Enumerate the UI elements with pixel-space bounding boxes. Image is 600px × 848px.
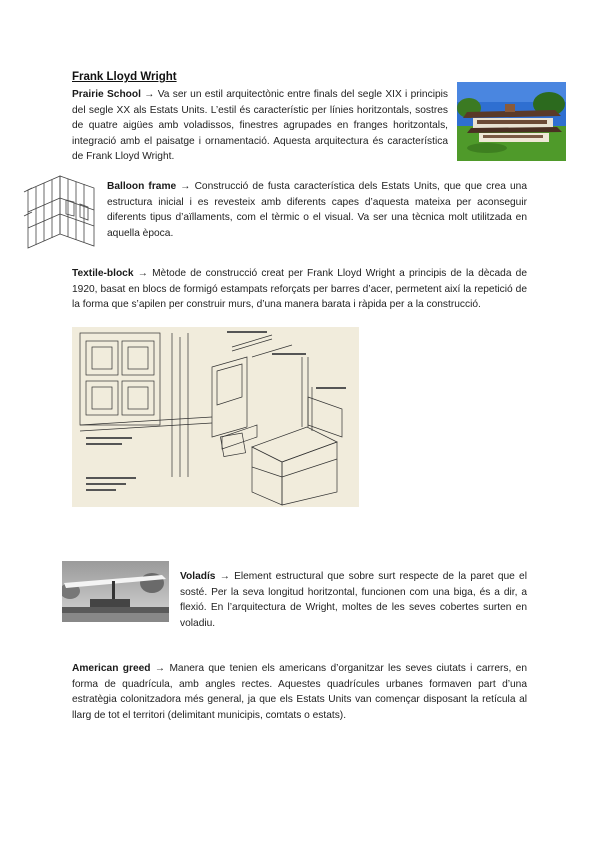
arrow-icon: →	[137, 268, 148, 279]
balloon-frame-paragraph	[107, 179, 527, 241]
balloon-frame-term: Balloon frame	[107, 181, 177, 192]
prairie-school-paragraph	[72, 87, 448, 165]
voladis-paragraph	[180, 569, 527, 631]
arrow-icon: →	[180, 181, 191, 192]
american-greed-text: Manera que tenien els americans d’organitzar les seves ciutats i carrers, en forma de quadrícula, amb angles rectes. Aquestes quadrícules urbanes formaven part d’una estratègia colonitzadora més general, ja que els Estats Units van començar disposant la retícula al llarg de tot el territori (delimitant municipis, comtats o estats).	[72, 663, 527, 721]
prairie-school-term: Prairie School	[72, 89, 141, 100]
cantilever-photo	[62, 561, 169, 622]
american-greed-term: American greed	[72, 663, 151, 674]
voladis-text: Element estructural que sobre surt respecte de la paret que el sosté. Per la seva longitud horitzontal, funcionen com una biga, és a dir, a flexió. En l’arquitectura de Wright, moltes de les seves cobertes surten en voladiu.	[180, 571, 527, 629]
arrow-icon: →	[144, 89, 155, 100]
textile-block-text: Mètode de construcció creat per Frank Lloyd Wright a principis de la dècada de 1920, basat en blocs de formigó estampats reforçats per barres d’acer, permetent així la repetició de la forma que s’apilen per construir murs, d’una manera barata i ràpida per a la construcció.	[72, 268, 527, 311]
american-greed-paragraph	[72, 661, 527, 723]
arrow-icon: →	[219, 571, 230, 582]
arrow-icon: →	[154, 663, 166, 674]
balloon-frame-drawing	[22, 172, 100, 252]
prairie-house-photo	[457, 82, 566, 161]
textile-block-term: Textile-block	[72, 268, 134, 279]
textile-block-drawing	[72, 327, 359, 507]
voladis-term: Voladís	[180, 571, 216, 582]
balloon-frame-text: Construcció de fusta característica dels Estats Units, que que crea una estructura inicial i es revesteix amb diferents capes d’aquesta mateixa per aconseguir diferents tipus d’aïllaments, com el tèrmic o el visual. Va ser una tècnica molt utilitzada en aquella època.	[107, 181, 527, 239]
textile-block-paragraph	[72, 266, 527, 313]
prairie-school-text: Va ser un estil arquitectònic entre finals del segle XIX i principis del segle XX als Estats Units. L’estil és característic per línies horitzontals, sostres de quatre aigües amb voladissos, finestres agrupades en franges horitzontals, integració amb el paisatge i ornamentació. Aquesta arquitectura és característica de Frank Lloyd Wright.	[72, 89, 448, 163]
page-title: Frank Lloyd Wright	[72, 71, 177, 83]
